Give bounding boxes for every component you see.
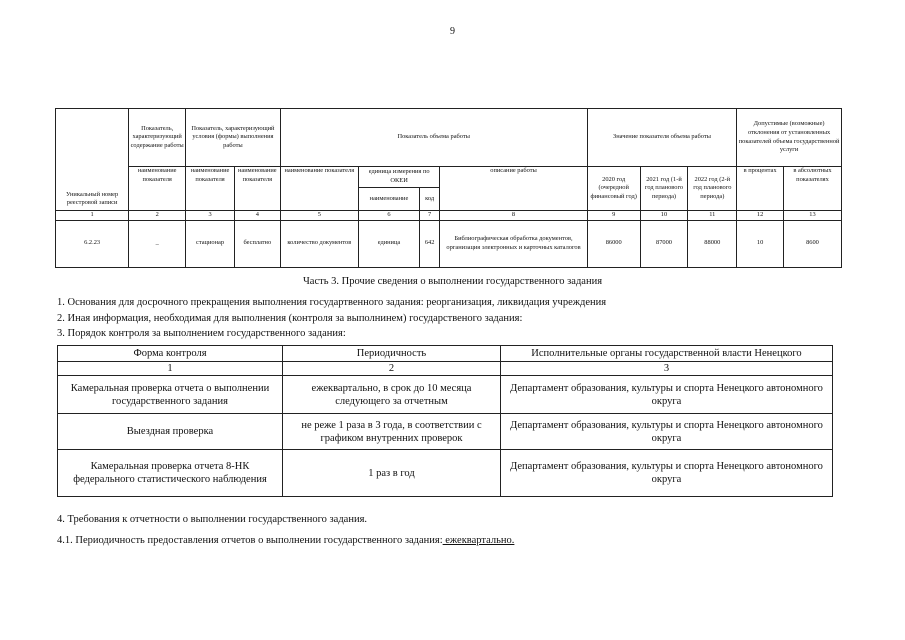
sub-unit-okei: единица измерения по ОКЕИ <box>358 167 439 188</box>
header-values: Значение показателя объема работы <box>587 109 736 167</box>
sub-name-indicator: наименование показателя <box>234 167 280 211</box>
header-volume: Показатель объема работы <box>280 109 587 167</box>
item-2: 2. Иная информация, необходимая для выполнения (контроля за выполнинем) государственого задания: <box>57 313 523 324</box>
cell-form: Камеральная проверка отчета о выполнении государственного задания <box>58 376 283 414</box>
column-number: 3 <box>186 211 235 221</box>
control-table <box>57 345 833 497</box>
sub-name-indicator: наименование показателя <box>186 167 235 211</box>
cell-content: _ <box>129 220 186 267</box>
cell-period: не реже 1 раза в 3 года, в соответствии с графиком внутренних проверок <box>283 414 501 450</box>
table-row <box>58 450 833 497</box>
cell-organ: Департамент образования, культуры и спорта Ненецкого автономного округа <box>501 414 833 450</box>
cell-value-2022: 88000 <box>688 220 737 267</box>
column-number: 5 <box>280 211 358 221</box>
cell-form: Выездная проверка <box>58 414 283 450</box>
item-4-1 <box>57 535 514 546</box>
column-number: 6 <box>358 211 419 221</box>
cell-organ: Департамент образования, культуры и спорта Ненецкого автономного округа <box>501 376 833 414</box>
column-number: 9 <box>587 211 640 221</box>
cell-condition: стационар <box>186 220 235 267</box>
cell-code: 6.2.23 <box>56 220 129 267</box>
column-number: 8 <box>440 211 587 221</box>
cell-value-2020: 86000 <box>587 220 640 267</box>
column-number: 7 <box>419 211 439 221</box>
table-row <box>58 414 833 450</box>
sub-work-desc: описание работы <box>440 167 587 211</box>
sub-absolute: в абсолютных показателях <box>783 167 841 211</box>
cell-unit-code: 642 <box>419 220 439 267</box>
col-number: 1 <box>58 362 283 376</box>
cell-form: Камеральная проверка отчета 8-НК федерального статистического наблюдения <box>58 450 283 497</box>
cell-period: ежеквартально, в срок до 10 месяца следующего за отчетным <box>283 376 501 414</box>
item-4: 4. Требования к отчетности о выполнении государственного задания. <box>57 514 368 525</box>
item-1: 1. Основания для досрочного прекращения выполнения государтвенного задания: реорганизация, ликвидация учреждения <box>57 297 607 308</box>
sub-name-indicator: наименование показателя <box>280 167 358 211</box>
header-organ: Исполнительные органы государственной власти Ненецкого <box>501 346 833 362</box>
column-number: 13 <box>783 211 841 221</box>
table-row <box>56 220 842 267</box>
table-row <box>58 376 833 414</box>
sub-percent: в процентах <box>737 167 784 211</box>
col-number: 2 <box>283 362 501 376</box>
header-form: Форма контроля <box>58 346 283 362</box>
item-4-1-value: ежеквартально. <box>442 535 515 546</box>
column-number: 2 <box>129 211 186 221</box>
column-number: 10 <box>640 211 688 221</box>
sub-unit-name: наименование <box>358 188 419 211</box>
sub-name-indicator: наименование показателя <box>129 167 186 211</box>
column-number: 1 <box>56 211 129 221</box>
work-volume-table <box>55 108 842 268</box>
cell-value-2021: 87000 <box>640 220 688 267</box>
cell-condition: бесплатно <box>234 220 280 267</box>
sub-unit-code: код <box>419 188 439 211</box>
header-period: Периодичность <box>283 346 501 362</box>
column-number-row <box>56 211 842 221</box>
sub-year-2021: 2021 год (1-й год планового периода) <box>640 167 688 211</box>
header-deviation: Допустимые (возможные) отклонения от установленных показателей объема государственной услуги <box>737 109 842 167</box>
page-number: 9 <box>450 26 455 37</box>
cell-indicator: количество документов <box>280 220 358 267</box>
sub-year-2020: 2020 год (очередной финансовый год) <box>587 167 640 211</box>
column-number: 4 <box>234 211 280 221</box>
cell-percent: 10 <box>737 220 784 267</box>
cell-organ: Департамент образования, культуры и спорта Ненецкого автономного округа <box>501 450 833 497</box>
sub-year-2022: 2022 год (2-й год планового периода) <box>688 167 737 211</box>
header-char-conditions: Показатель, характеризующий условия (формы) выполнения работы <box>186 109 281 167</box>
part3-title: Часть 3. Прочие сведения о выполнении государственного задания <box>302 276 603 287</box>
cell-absolute: 8600 <box>783 220 841 267</box>
item-3: 3. Порядок контроля за выполнением государственного задания: <box>57 328 346 339</box>
item-4-1-label: 4.1. Периодичность предоставления отчетов о выполнении государственного задания: <box>57 535 443 546</box>
cell-desc: Библиографическая обработка документов, организация электронных и карточных каталогов <box>440 220 587 267</box>
column-number: 11 <box>688 211 737 221</box>
header-unique-reg: Уникальный номер реестровой записи <box>56 109 129 211</box>
cell-period: 1 раз в год <box>283 450 501 497</box>
cell-unit: единица <box>358 220 419 267</box>
col-number: 3 <box>501 362 833 376</box>
column-number: 12 <box>737 211 784 221</box>
header-char-content: Показатель, характеризующий содержание работы <box>129 109 186 167</box>
